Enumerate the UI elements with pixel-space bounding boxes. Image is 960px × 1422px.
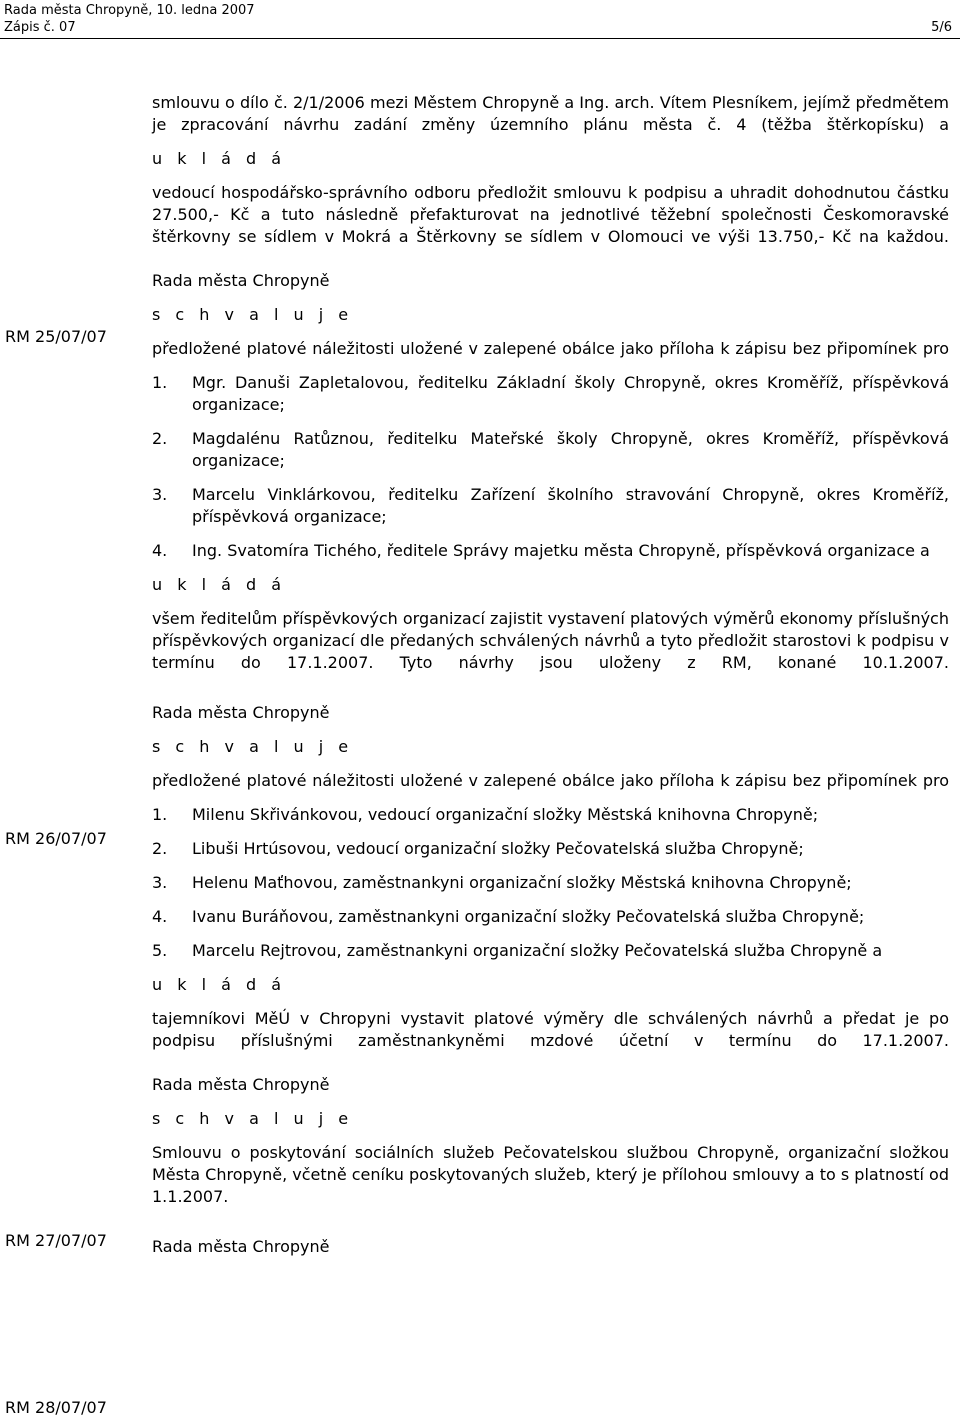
- list-item: 4. Ivanu Buráňovou, zaměstnankyni organizační složky Pečovatelská služba Chropyně;: [152, 907, 865, 926]
- council-heading-25: Rada města Chropyně: [152, 271, 330, 290]
- approval-list-25: [152, 372, 949, 562]
- schvaluje-keyword-26: s c h v a l u j e: [152, 737, 354, 756]
- list-item: 1. Milenu Skřivánkovou, vedoucí organizační složky Městská knihovna Chropyně;: [152, 805, 819, 824]
- header-title: Rada města Chropyně, 10. ledna 2007: [4, 3, 255, 18]
- ukl-keyword-26: u k l á d á: [152, 975, 287, 994]
- approval-paragraph-26: předložené platové náležitosti uložené v zalepené obálce jako příloha k zápisu bez připomínek pro: [152, 771, 949, 790]
- ukl-keyword-25: u k l á d á: [152, 575, 287, 594]
- task-paragraph-26: tajemníkovi MěÚ v Chropyni vystavit platové výměry dle schválených návrhů a předat je po podpisu příslušnými zaměstnankyněmi mzdové účetní v termínu do 17.1.2007.: [152, 1009, 949, 1050]
- list-item: 5. Marcelu Rejtrovou, zaměstnankyni organizační složky Pečovatelská služba Chropyně a: [152, 941, 883, 960]
- council-heading-28: Rada města Chropyně: [152, 1237, 330, 1256]
- page-header: [4, 2, 956, 36]
- header-divider: [0, 38, 960, 39]
- council-heading-26: Rada města Chropyně: [152, 703, 330, 722]
- list-item: 2. Libuši Hrtúsovou, vedoucí organizační složky Pečovatelská služba Chropyně;: [152, 839, 804, 858]
- intro-task-paragraph: vedoucí hospodářsko-správního odboru předložit smlouvu k podpisu a uhradit dohodnutou částku 27.500,- Kč a tuto následně přefakturovat na jednotlivé těžební společnosti Českomoravské štěrkovny se sídlem v Mokrá a Štěrkovny se sídlem v Olomouci ve výši 13.750,- Kč na každou.: [152, 183, 949, 246]
- list-item: 2. Magdalénu Ratůznou, ředitelku Mateřské školy Chropyně, okres Kroměříž, příspěvková organizace;: [152, 429, 949, 470]
- schvaluje-keyword-25: s c h v a l u j e: [152, 305, 354, 324]
- task-paragraph-25: všem ředitelům příspěvkových organizací zajistit vystavení platových výměrů ekonomy příslušných příspěvkových organizací dle předaných schválených návrhů a tyto předložit starostovi k podpisu v termínu do 17.1.2007. Tyto návrhy jsou uloženy z RM, konané 10.1.2007.: [152, 609, 949, 672]
- list-item: 3. Helenu Maťhovou, zaměstnankyni organizační složky Městská knihovna Chropyně;: [152, 873, 852, 892]
- ukl-keyword: u k l á d á: [152, 149, 287, 168]
- approval-list-26: [152, 804, 949, 962]
- resolution-label-26: RM 26/07/07: [5, 829, 107, 848]
- list-item: 1. Mgr. Danuši Zapletalovou, ředitelku Základní školy Chropyně, okres Kroměříž, příspěvková organizace;: [152, 373, 949, 414]
- approval-paragraph-25: předložené platové náležitosti uložené v zalepené obálce jako příloha k zápisu bez připomínek pro: [152, 339, 949, 358]
- schvaluje-keyword-27: s c h v a l u j e: [152, 1109, 354, 1128]
- council-heading-27: Rada města Chropyně: [152, 1075, 330, 1094]
- intro-paragraph: smlouvu o dílo č. 2/1/2006 mezi Městem Chropyně a Ing. arch. Vítem Plesníkem, jejímž předmětem je zpracování návrhu zadání změny územního plánu města č. 4 (těžba štěrkopísku) a: [152, 93, 949, 134]
- list-item: 4. Ing. Svatomíra Tichého, ředitele Správy majetku města Chropyně, příspěvková organizace a: [152, 541, 930, 560]
- page-number: 5/6: [931, 20, 952, 35]
- resolution-label-28: RM 28/07/07: [5, 1398, 107, 1417]
- list-item: 3. Marcelu Vinklárkovou, ředitelku Zařízení školního stravování Chropyně, okres Kroměříž, příspěvková organizace;: [152, 485, 949, 526]
- resolution-label-25: RM 25/07/07: [5, 327, 107, 346]
- approval-paragraph-27: Smlouvu o poskytování sociálních služeb Pečovatelskou službou Chropyně, organizační složkou Města Chropyně, včetně ceníku poskytovaných služeb, který je přílohou smlouvy a to s platností od 1.1.2007.: [152, 1143, 949, 1206]
- header-minutes-number: Zápis č. 07: [4, 20, 76, 35]
- resolution-label-27: RM 27/07/07: [5, 1231, 107, 1250]
- main-column: [152, 92, 949, 1258]
